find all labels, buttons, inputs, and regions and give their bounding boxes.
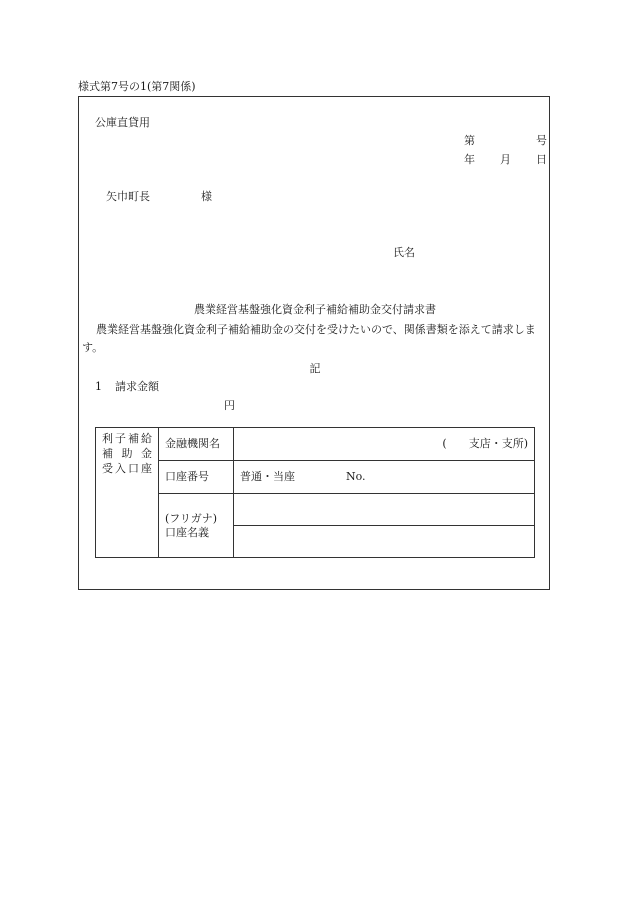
ki-mark: 記 — [309, 362, 321, 375]
account-no-label: No. — [346, 470, 366, 484]
account-header-cell — [96, 428, 159, 558]
item1-label: 請求金額 — [115, 380, 159, 393]
furigana-field[interactable] — [234, 494, 535, 526]
applicant-name-label: 氏名 — [393, 246, 415, 259]
furigana-label: (フリガナ) — [165, 512, 218, 526]
account-number-field[interactable] — [234, 461, 535, 494]
date-day: 日 — [536, 153, 547, 166]
branch-text: ( 支店・支所) — [442, 437, 528, 451]
item1-unit: 円 — [224, 399, 235, 412]
header-line-3: 受 入 口 座 — [102, 462, 152, 475]
account-holder-field[interactable] — [234, 526, 535, 558]
account-holder-label: 口座名義 — [165, 525, 209, 539]
header-line-1: 利 子 補 給 — [102, 432, 152, 445]
account-type: 普通・当座 — [240, 470, 295, 484]
doc-no-prefix: 第 — [464, 134, 475, 147]
addressee-honorific: 様 — [201, 190, 212, 203]
form-number: 様式第7号の1(第7関係) — [78, 80, 196, 93]
date-year: 年 — [464, 153, 475, 166]
item1-number: 1 — [95, 380, 102, 393]
body-text: 農業経営基盤強化資金利子補給補助金の交付を受けたいので、関係書類を添えて請求します。 — [82, 323, 536, 354]
header-line-2: 補 助 金 — [102, 447, 152, 460]
document-title: 農業経営基盤強化資金利子補給補助金交付請求書 — [194, 303, 436, 316]
doc-no-suffix: 号 — [536, 134, 547, 147]
holder-label-cell — [159, 494, 234, 558]
bank-name-field[interactable] — [234, 428, 535, 461]
account-table — [95, 427, 535, 558]
date-month: 月 — [500, 153, 511, 166]
addressee-name: 矢巾町長 — [106, 190, 150, 203]
account-number-label: 口座番号 — [159, 461, 234, 494]
bank-name-label: 金融機関名 — [159, 428, 234, 461]
fund-label: 公庫直貸用 — [95, 116, 150, 129]
